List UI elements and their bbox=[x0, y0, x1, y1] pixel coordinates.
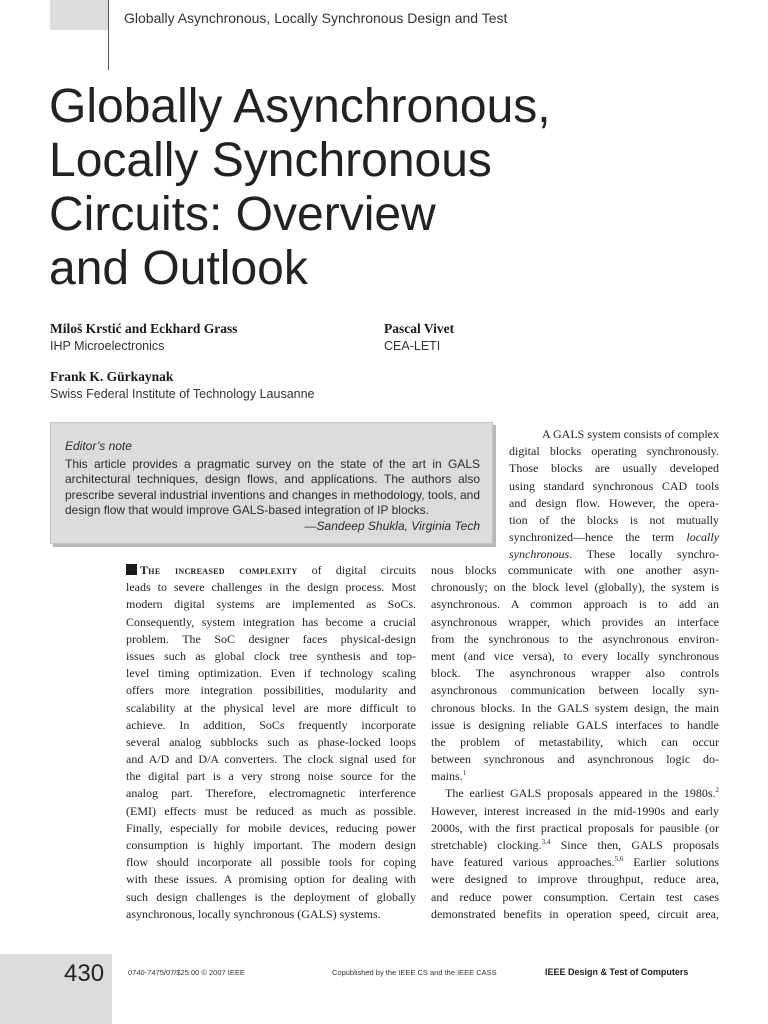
text-line: (EMI) effects must be reduced as much as possible. bbox=[126, 803, 416, 818]
section-marker-square bbox=[126, 564, 137, 575]
editors-note-body: This article provides a pragmatic survey on the state of the art in GALS architectural techniques, design flows, and applications. The authors also prescribe several industrial inventions and changes in methodology, tools, and design flow that would improve GALS-based integration of IP blocks. bbox=[65, 456, 480, 517]
text-line: However, interest increased in the mid-1990s and early bbox=[431, 803, 719, 818]
text-line: nous blocks communicate with one another asyn- bbox=[431, 563, 719, 577]
citation-ref: 1 bbox=[462, 769, 467, 778]
text-line: asynchronous communication between locally syn- bbox=[431, 683, 719, 698]
text-line: analog part. Therefore, electromagnetic interference bbox=[126, 786, 416, 801]
text-line: and design flow. However, the opera- bbox=[509, 495, 719, 510]
text-line: chronous blocks. In the GALS system design, the main bbox=[431, 700, 719, 715]
citation-ref: 3,4 bbox=[541, 838, 551, 846]
text-line: tion of the blocks is not mutually bbox=[509, 512, 719, 527]
article-title bbox=[49, 80, 709, 296]
author-name: Frank K. Gürkaynak bbox=[50, 369, 174, 384]
text-line: Consequently, system integration has become a crucial bbox=[126, 614, 416, 629]
text-line: demonstrated benefits in operation speed, circuit area, bbox=[431, 906, 719, 921]
italic-term: synchronous bbox=[509, 547, 570, 562]
text-line: stretchable) clocking.$^{3,4}$ Since then, GALS proposals bbox=[431, 838, 720, 852]
text-line: using standard synchronous CAD tools bbox=[509, 478, 719, 493]
text-line: and reduce power consumption. Certain test cases bbox=[431, 889, 719, 904]
text-line: the problem of metastability, which can occur bbox=[431, 734, 719, 749]
text-line: scalability at the physical level are more difficult to bbox=[126, 700, 416, 715]
text-line: and A/D and D/A converters. The clock signal used for bbox=[126, 752, 416, 767]
text-line: leads to severe challenges in the design process. Most bbox=[126, 580, 416, 595]
text-line: the digital part is a very strong noise source for the bbox=[126, 769, 416, 784]
citation-ref: 5,6 bbox=[614, 855, 624, 864]
text-line: several analog subblocks such as phase-locked loops bbox=[126, 734, 416, 749]
text-line: block. The asynchronous wrapper also controls bbox=[431, 666, 719, 681]
footer-issn: 0740-7475/07/$25.00 © 2007 IEEE bbox=[128, 968, 245, 977]
text-line: asynchronous wrapper, which provides an interface bbox=[431, 614, 719, 629]
right-column bbox=[431, 562, 719, 923]
text-line: with these issues. A promising option for dealing with bbox=[126, 872, 416, 887]
title-line: Circuits: Overview bbox=[49, 188, 436, 241]
text-line: offers more integration possibilities, modularity and bbox=[126, 683, 416, 698]
title-line: and Outlook bbox=[49, 242, 308, 295]
author-block bbox=[384, 321, 454, 353]
page-number: 430 bbox=[64, 960, 105, 987]
text-line: chronously; on the block level (globally), the system is bbox=[431, 580, 719, 595]
title-line: Locally Synchronous bbox=[49, 134, 492, 187]
text-line: achieve. In addition, SoCs frequently incorporate bbox=[126, 717, 416, 732]
header-divider bbox=[108, 0, 109, 70]
right-column-top bbox=[509, 426, 719, 564]
text-line: asynchronous. A common approach is to add an bbox=[431, 597, 719, 612]
text-line: mains.$^1$ bbox=[431, 769, 467, 784]
text-line: modern digital systems are implemented as SoCs. bbox=[126, 597, 416, 612]
text-line: ment (and vice versa), to every locally synchronous bbox=[431, 648, 719, 663]
text-line: such design challenges is the deployment of globally bbox=[126, 889, 416, 904]
text-line: consumption is highly important. The modern design bbox=[126, 838, 416, 852]
text-line: Those blocks are usually developed bbox=[509, 461, 719, 476]
header-gray-block bbox=[50, 0, 108, 30]
text-line: issue is designing reliable GALS interfaces to handle bbox=[431, 717, 719, 732]
italic-term: locally bbox=[686, 530, 720, 545]
text-line: synchronized—hence the term locally bbox=[509, 530, 720, 545]
text-line: between synchronous and asynchronous logic do- bbox=[431, 752, 719, 767]
text-line: digital blocks operating synchronously. bbox=[509, 444, 719, 459]
author-affiliation: Swiss Federal Institute of Technology Lausanne bbox=[50, 387, 315, 401]
text-line: level timing optimization. Even if technology scaling bbox=[126, 666, 416, 681]
author-affiliation: CEA-LETI bbox=[384, 339, 441, 353]
author-name: Pascal Vivet bbox=[384, 321, 455, 336]
text-line: Finally, especially for mobile devices, reducing power bbox=[126, 820, 416, 835]
title-line: Globally Asynchronous, bbox=[49, 80, 551, 133]
text-line: The earliest GALS proposals appeared in the 1980s.$^2$ bbox=[445, 786, 719, 801]
left-column bbox=[126, 562, 416, 923]
text-line: flow should incorporate all possible tools for coping bbox=[126, 855, 416, 870]
footer-journal-name: IEEE Design & Test of Computers bbox=[545, 967, 689, 977]
text-line: were designed to improve throughput, reduce area, bbox=[431, 872, 719, 887]
author-block bbox=[50, 321, 238, 353]
editors-note-box bbox=[50, 422, 493, 544]
text-line: asynchronous, locally synchronous (GALS) systems. bbox=[126, 906, 381, 921]
lead-in: The increased complexity bbox=[140, 563, 298, 577]
editors-note-signature: —Sandeep Shukla, Virginia Tech bbox=[304, 518, 480, 533]
text-line: 2000s, with the first practical proposals for pausible (or bbox=[431, 820, 719, 835]
author-name: Miloš Krstić and Eckhard Grass bbox=[50, 321, 238, 336]
text-line: problem. The SoC designer faces physical-design bbox=[126, 631, 416, 646]
author-affiliation: IHP Microelectronics bbox=[50, 339, 165, 353]
editors-note-label: Editor’s note bbox=[65, 439, 132, 453]
text-line: issues such as global clock tree synthesis and top- bbox=[126, 648, 416, 663]
text-line: A GALS system consists of complex bbox=[542, 427, 719, 441]
footer-copublished: Copublished by the IEEE CS and the IEEE CASS bbox=[332, 968, 497, 977]
text-line: have featured various approaches.$^{5,6}$ Earlier solutions bbox=[431, 855, 719, 870]
running-title: Globally Asynchronous, Locally Synchronous Design and Test bbox=[124, 10, 508, 26]
text-line: synchronous. These locally synchro- bbox=[509, 547, 719, 562]
author-block bbox=[50, 369, 315, 401]
citation-ref: 2 bbox=[715, 786, 719, 795]
text-line: from the synchronous to the asynchronous environ- bbox=[431, 631, 719, 646]
text-line: The increased complexity of digital circuits bbox=[126, 562, 416, 579]
